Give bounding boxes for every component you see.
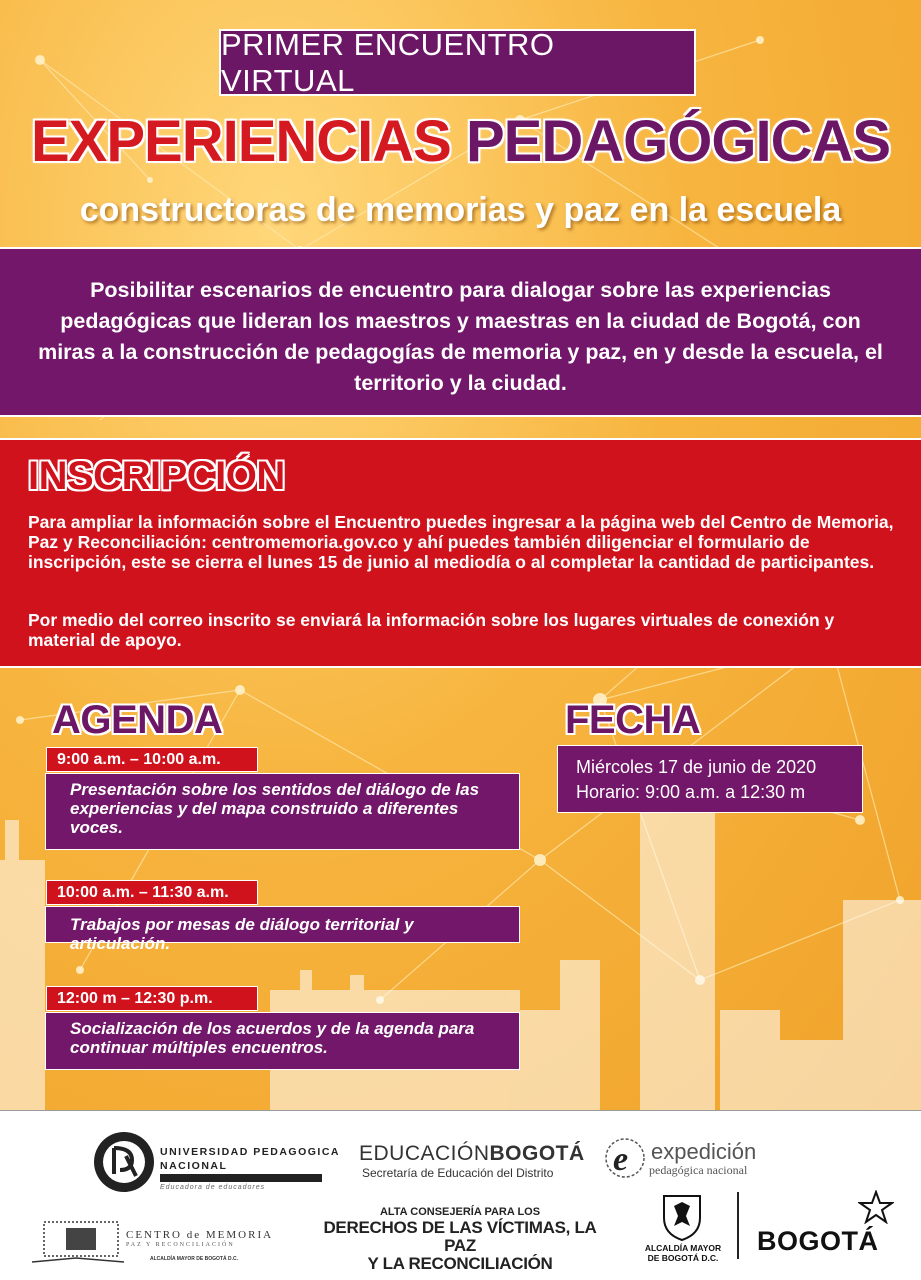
inscripcion-paragraph-2: Por medio del correo inscrito se enviará la información sobre los lugares virtuales de conexión y material de apoyo. [28,610,835,650]
upn-tagline: Educadora de educadores [160,1184,266,1191]
svg-text:e: e [613,1141,629,1178]
subtitle: constructoras de memorias y paz en la escuela [79,191,842,229]
inscripcion-heading: INSCRIPCIÓN [28,454,285,498]
alcaldia-name: ALCALDÍA MAYOR DE BOGOTÁ D.C. [644,1243,722,1263]
agenda-item-1: Presentación sobre los sentidos del diálogo de las experiencias y del mapa construido a diferentes voces. [45,773,520,850]
footer-divider [737,1192,739,1259]
agenda-time-1: 9:00 a.m. – 10:00 a.m. [46,747,258,772]
expedicion-e-icon [603,1132,647,1180]
fecha-date: Miércoles 17 de junio de 2020 [576,757,817,777]
educacion-bogota-logo: EDUCACIÓNBOGOTÁ [359,1142,585,1165]
inscripcion-band [0,438,921,668]
main-title [0,108,921,175]
bogota-logo: BOGOTÁ [757,1226,879,1256]
centro-memoria-alcaldia: ALCALDÍA MAYOR DE BOGOTÁ D.C. [150,1256,238,1262]
inscripcion-paragraph-1: Para ampliar la información sobre el Encuentro puedes ingresar a la página web del Centro de Memoria, Paz y Reconciliación: centromemoria.gov.co y ahí puedes también diligenciar el formulario de inscripción, este se cierra el lunes 15 de junio al mediodía o al completar la cantidad de participantes. [28,512,894,572]
intro-text: Posibilitar escenarios de encuentro para dialogar sobre las experiencias pedagógicas que lideran los maestros y maestras en la ciudad de Bogotá, con miras a la construcción de pedagogías de memoria y paz, en y desde la escuela, el territorio y la ciudad. [38,278,883,395]
agenda-item-2: Trabajos por mesas de diálogo territorial y articulación. [45,906,520,943]
intro-band [0,247,921,417]
agenda-item-3: Socialización de los acuerdos y de la agenda para continuar múltiples encuentros. [45,1012,520,1070]
agenda-heading: AGENDA [52,698,223,742]
agenda-time-2: 10:00 a.m. – 11:30 a.m. [46,880,258,905]
event-badge: PRIMER ENCUENTRO VIRTUAL [219,29,696,96]
title-pedagogicas: PEDAGÓGICAS [465,109,891,174]
fecha-heading: FECHA [565,698,701,742]
upn-bar [160,1174,322,1182]
fecha-box [557,745,863,813]
upn-name: UNIVERSIDAD PEDAGOGICA NACIONAL [160,1146,341,1172]
agenda-time-3: 12:00 m – 12:30 p.m. [46,986,258,1011]
fecha-schedule: Horario: 9:00 a.m. a 12:30 m [576,782,806,802]
expedicion-title: expedición [651,1139,757,1164]
alta-consejeria-logo: ALTA CONSEJERÍA PARA LOS DERECHOS DE LAS VÍCTIMAS, LA PAZ Y LA RECONCILIACIÓN [323,1206,597,1273]
alcaldia-shield-icon [660,1192,704,1242]
bogota-star-icon [858,1190,894,1224]
centro-memoria-building-icon [32,1218,124,1264]
upn-logo-icon [92,1130,156,1194]
centro-memoria-name: CENTRO de MEMORIA [126,1229,274,1241]
educacion-bogota-sub: Secretaría de Educación del Distrito [362,1166,554,1180]
title-experiencias: EXPERIENCIAS [30,109,451,174]
expedicion-sub: pedagógica nacional [649,1163,748,1177]
centro-memoria-sub: PAZ Y RECONCILIACIÓN [126,1242,235,1248]
